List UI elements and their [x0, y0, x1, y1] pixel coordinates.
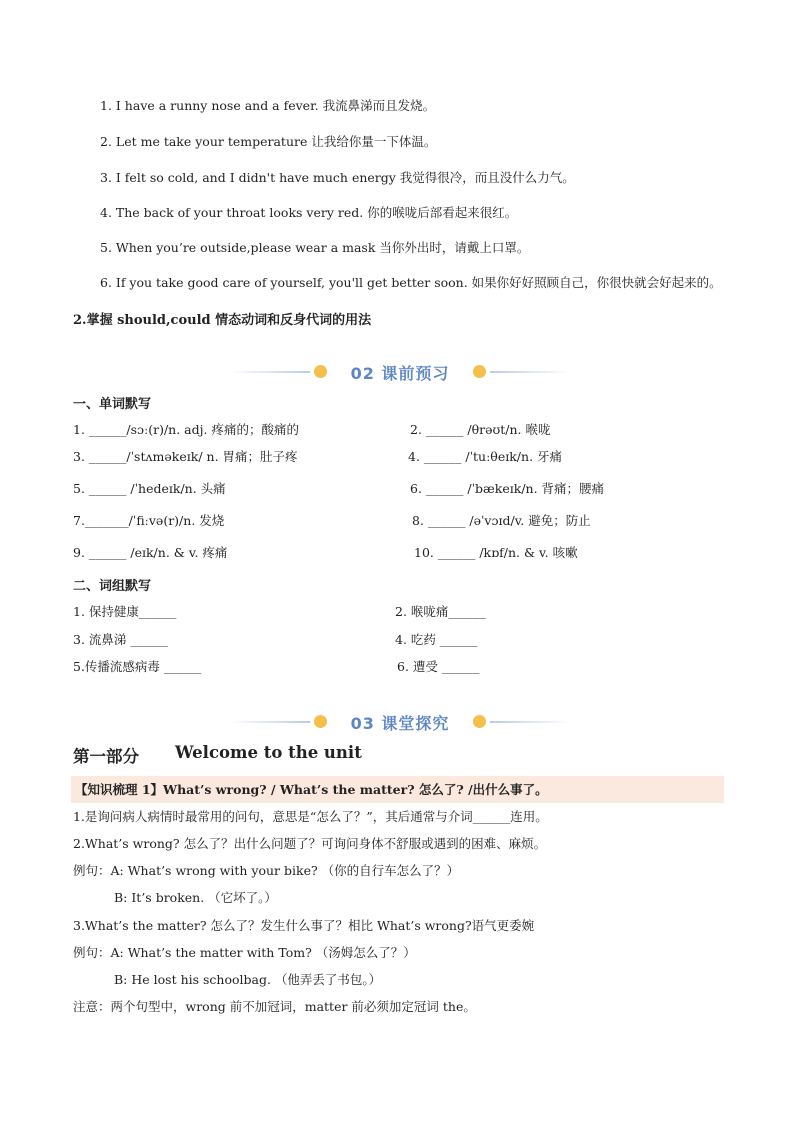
- goal-2: 2.掌握 should,could 情态动词和反身代词的用法: [73, 313, 372, 328]
- section-banner-03: [230, 707, 570, 737]
- phrase-item-2: 2. 喉咙痛______: [395, 604, 486, 619]
- phrase-heading: 二、词组默写: [73, 579, 152, 594]
- vocab-item-2: 2. ______ /θrəʊt/n. 喉咙: [410, 422, 551, 437]
- part-title: Welcome to the unit: [175, 743, 362, 762]
- vocab-item-6: 6. ______ /ˈbækeɪk/n. 背痛；腰痛: [410, 481, 605, 496]
- section-title-02: 02 课前预习: [350, 364, 450, 383]
- section-banner-02: [230, 357, 570, 387]
- vocab-heading: 一、单词默写: [73, 397, 152, 412]
- phrase-item-4: 4. 吃药 ______: [395, 632, 478, 647]
- example-line-a2: 例句：A: What’s the matter with Tom? （汤姆怎么了？）: [73, 945, 416, 960]
- example-line-a1: 例句：A: What’s wrong with your bike? （你的自行车怎么了？）: [73, 863, 460, 878]
- sentence-4: 4. The back of your throat looks very red. 你的喉咙后部看起来很红。: [100, 205, 518, 220]
- vocab-item-3: 3. ______/ˈstʌməkeɪk/ n. 胃痛；肚子疼: [73, 449, 298, 464]
- section-title-03: 03 课堂探究: [350, 714, 450, 733]
- vocab-item-8: 8. ______ /əˈvɔɪd/v. 避免；防止: [412, 513, 591, 528]
- sentence-1: 1. I have a runny nose and a fever. 我流鼻涕而且发烧。: [100, 98, 436, 113]
- phrase-item-5: 5.传播流感病毒 ______: [73, 659, 202, 674]
- vocab-item-9: 9. ______ /eɪk/n. & v. 疼痛: [73, 545, 228, 560]
- vocab-item-10: 10. ______ /kɒf/n. & v. 咳嗽: [414, 545, 578, 560]
- explain-line-3: 3.What’s the matter? 怎么了？发生什么事了？相比 What’s wrong?语气更委婉: [73, 918, 535, 933]
- vocab-item-5: 5. ______ /ˈhedeɪk/n. 头痛: [73, 481, 226, 496]
- sentence-3: 3. I felt so cold, and I didn't have much energy 我觉得很冷，而且没什么力气。: [100, 170, 575, 185]
- vocab-item-4: 4. ______ /ˈtuːθeɪk/n. 牙痛: [408, 449, 563, 464]
- sentence-5: 5. When you’re outside,please wear a mask 当你外出时，请戴上口罩。: [100, 240, 530, 255]
- banner-line-right: [490, 721, 570, 723]
- example-line-b1: B: It’s broken. （它坏了。）: [114, 890, 277, 905]
- explain-line-2: 2.What’s wrong? 怎么了？出什么问题了？可询问身体不舒服或遇到的困难、麻烦。: [73, 836, 547, 851]
- sentence-6: 6. If you take good care of yourself, you'll get better soon. 如果你好好照顾自己，你很快就会好起来的。: [100, 275, 722, 290]
- note-line: 注意：两个句型中，wrong 前不加冠词，matter 前必须加定冠词 the。: [73, 999, 476, 1014]
- vocab-item-1: 1. ______/sɔː(r)/n. adj. 疼痛的；酸痛的: [73, 422, 299, 437]
- vocab-item-7: 7._______/ˈfiːvə(r)/n. 发烧: [73, 513, 225, 528]
- part-label: 第一部分: [73, 747, 139, 766]
- phrase-item-1: 1. 保持健康______: [73, 604, 177, 619]
- banner-dot-right: [473, 365, 486, 378]
- example-line-b2: B: He lost his schoolbag. （他弄丢了书包。）: [114, 972, 382, 987]
- sentence-2: 2. Let me take your temperature 让我给你量一下体温。: [100, 134, 437, 149]
- phrase-item-6: 6. 遭受 ______: [397, 659, 480, 674]
- explain-line-1: 1.是询问病人病情时最常用的问句，意思是“怎么了？”，其后通常与介词______连用。: [73, 809, 548, 824]
- knowledge-heading-1: 【知识梳理 1】What’s wrong? / What’s the matter? 怎么了? /出什么事了。: [75, 782, 548, 797]
- phrase-item-3: 3. 流鼻涕 ______: [73, 632, 168, 647]
- banner-line-right: [490, 371, 570, 373]
- banner-dot-right: [473, 715, 486, 728]
